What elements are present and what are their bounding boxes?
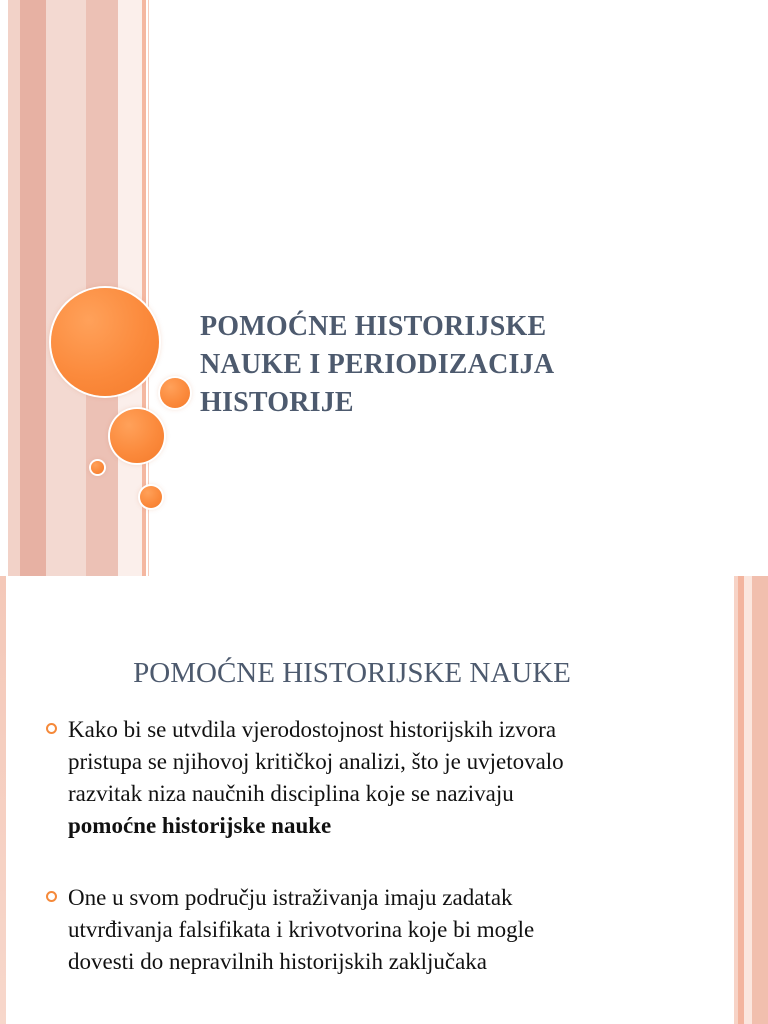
bullet-text bbox=[68, 714, 666, 842]
decorative-circle-large bbox=[51, 288, 159, 396]
left-stripe bbox=[0, 0, 8, 576]
bullet-text bbox=[68, 882, 666, 978]
slide-heading: POMOĆNE HISTORIJSKE NAUKE bbox=[133, 657, 571, 689]
content-slide bbox=[0, 576, 768, 1024]
bullet-item bbox=[46, 882, 666, 978]
bullet-bold-term: pomoćne historijske nauke bbox=[68, 813, 332, 838]
bullet-item bbox=[46, 714, 666, 842]
bullet-line: razvitak niza naučnih disciplina koje se nazivaju bbox=[68, 781, 514, 806]
bullet-line: One u svom području istraživanja imaju zadatak bbox=[68, 885, 513, 910]
bullet-line: dovesti do nepravilnih historijskih zaključaka bbox=[68, 949, 488, 974]
left-stripe bbox=[8, 0, 20, 576]
bullet-line: pristupa se njihovoj kritičkoj analizi, što je uvjetovalo bbox=[68, 749, 564, 774]
left-border-stripe bbox=[0, 576, 6, 1024]
bullet-ring-icon bbox=[46, 723, 57, 734]
decorative-circle-small bbox=[160, 378, 190, 408]
left-stripe bbox=[20, 0, 46, 576]
bullet-line: Kako bi se utvdila vjerodostojnost historijskih izvora bbox=[68, 717, 557, 742]
bullet-line: utvrđivanja falsifikata i krivotvorina koje bi mogle bbox=[68, 917, 535, 942]
slide-title-line: HISTORIJE bbox=[200, 387, 354, 418]
right-stripe bbox=[744, 576, 752, 1024]
slide-title-line: NAUKE I PERIODIZACIJA bbox=[200, 349, 555, 380]
decorative-circle-medium bbox=[110, 409, 164, 463]
decorative-circle-small bbox=[140, 486, 162, 508]
slide-title-line: POMOĆNE HISTORIJSKE bbox=[200, 311, 547, 342]
right-stripe bbox=[752, 576, 768, 1024]
left-stripe bbox=[46, 0, 86, 576]
slide-title bbox=[200, 308, 620, 422]
left-stripe bbox=[118, 0, 142, 576]
bullet-ring-icon bbox=[46, 891, 57, 902]
decorative-circle-tiny bbox=[91, 461, 104, 474]
